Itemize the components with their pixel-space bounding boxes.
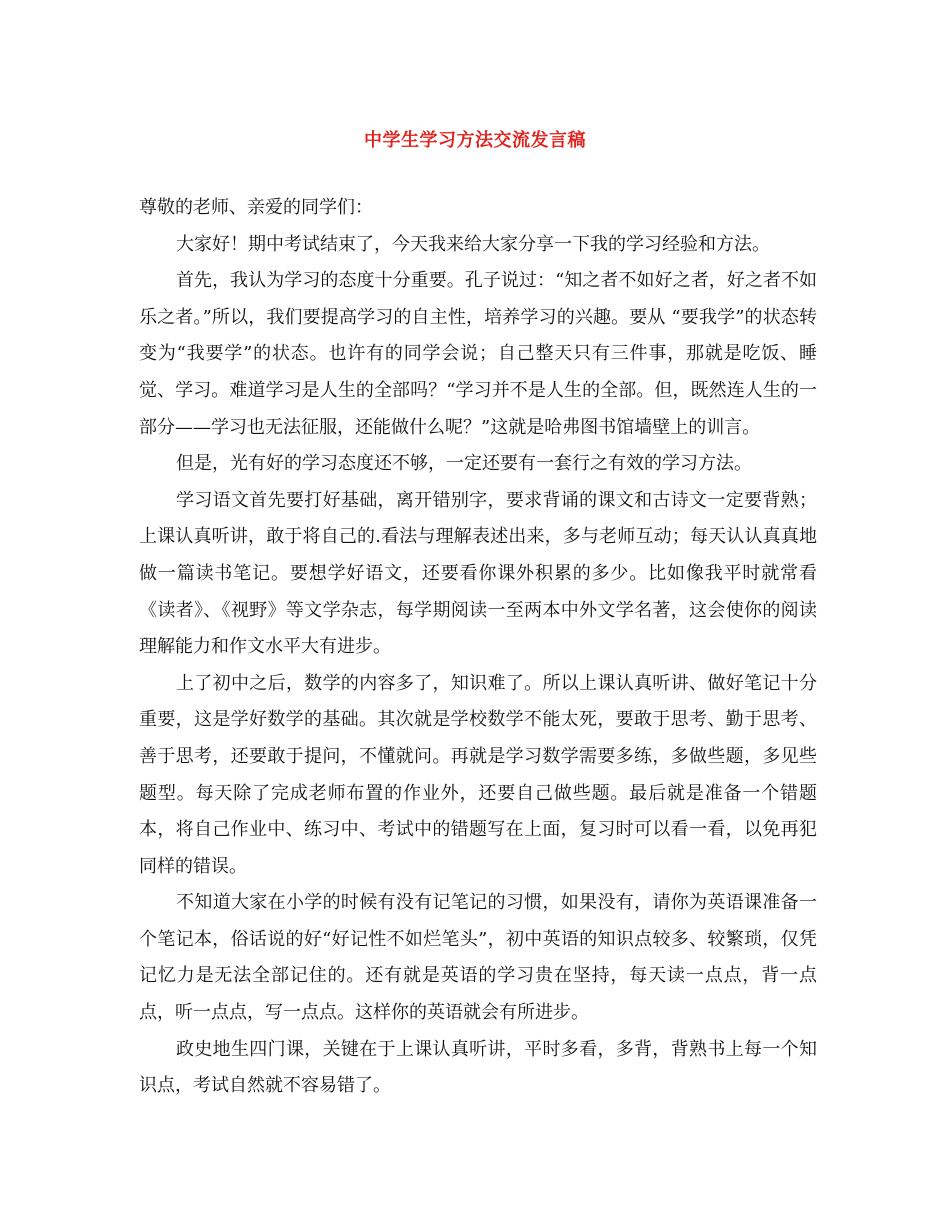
document-title: 中学生学习方法交流发言稿 — [364, 130, 586, 151]
salutation: 尊敬的老师、亲爱的同学们： — [139, 197, 373, 218]
paragraph-other-subjects: 政史地生四门课，关键在于上课认真听讲，平时多看，多背，背熟书上每一个知识点，考试自然就不容易错了。 — [139, 1038, 817, 1097]
paragraph-math: 上了初中之后，数学的内容多了，知识难了。所以上课认真听讲、做好笔记十分重要，这是学好数学的基础。其次就是学校数学不能太死，要敢于思考、勤于思考、善于思考，还要敢于提问，不懂就问。再就是学习数学需要多练，多做些题，多见些题型。每天除了完成老师布置的作业外，还要自己做些题。最后就是准备一个错题本，将自己作业中、练习中、考试中的错题写在上面，复习时可以看一看，以免再犯同样的错误。 — [139, 672, 817, 877]
document-body — [139, 190, 817, 1105]
paragraph-method: 但是，光有好的学习态度还不够，一定还要有一套行之有效的学习方法。 — [176, 453, 752, 475]
paragraph-attitude: 首先，我认为学习的态度十分重要。孔子说过：“知之者不如好之者，好之者不如乐之者。”所以，我们要提高学习的自主性，培养学习的兴趣。要从 “要我学”的状态转变为“我要学”的状态。也许有的同学会说；自己整天只有三件事，那就是吃饭、睡觉、学习。难道学习是人生的全部吗？“学习并不是人生的全部。但，既然连人生的一部分——学习也无法征服，还能做什么呢？”这就是哈弗图书馆墙壁上的训言。 — [139, 270, 817, 438]
paragraph-english: 不知道大家在小学的时候有没有记笔记的习惯，如果没有，请你为英语课准备一个笔记本，俗话说的好“好记性不如烂笔头”，初中英语的知识点较多、较繁琐，仅凭记忆力是无法全部记住的。还有就是英语的学习贵在坚持，每天读一点点，背一点点，听一点点，写一点点。这样你的英语就会有所进步。 — [139, 892, 817, 1024]
paragraph-greeting: 大家好！期中考试结束了，今天我来给大家分享一下我的学习经验和方法。 — [176, 233, 770, 255]
paragraph-chinese: 学习语文首先要打好基础，离开错别字，要求背诵的课文和古诗文一定要背熟；上课认真听讲，敢于将自己的.看法与理解表述出来，多与老师互动；每天认认真真地做一篇读书笔记。要想学好语文，还要看你课外积累的多少。比如像我平时就常看《读者》、《视野》等文学杂志，每学期阅读一至两本中外文学名著，这会使你的阅读理解能力和作文水平大有进步。 — [139, 489, 817, 658]
